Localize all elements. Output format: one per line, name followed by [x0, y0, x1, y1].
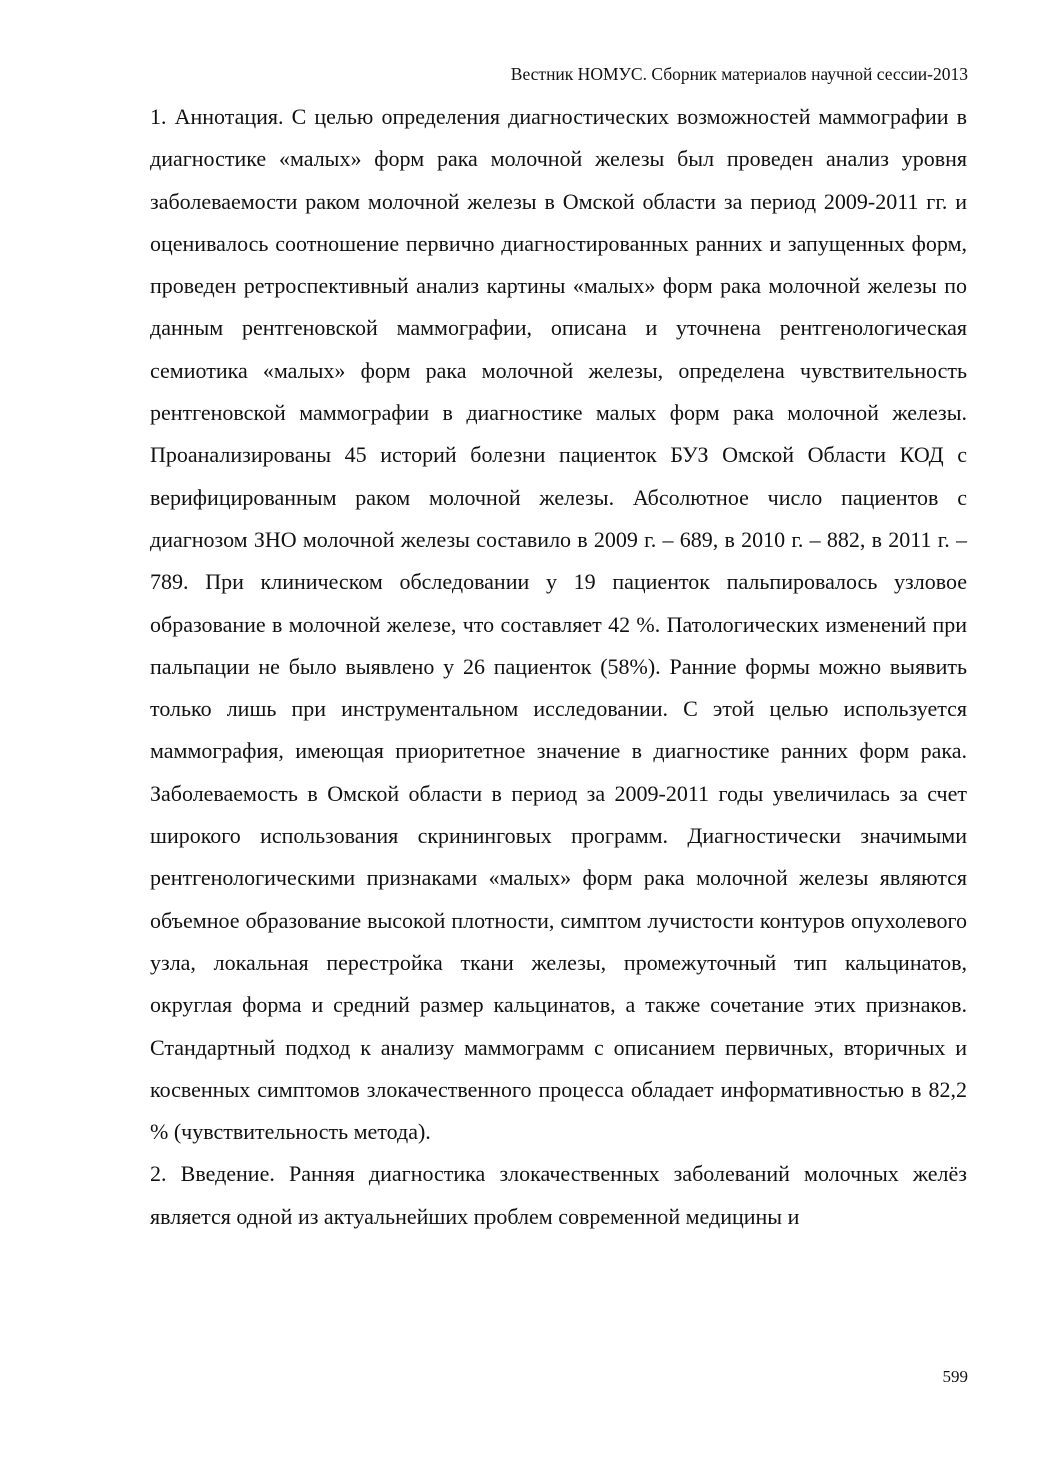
running-header: Вестник НОМУС. Сборник материалов научной сессии-2013: [510, 64, 968, 84]
paragraph-introduction: 2. Введение. Ранняя диагностика злокачественных заболеваний молочных желёз является одной из актуальнейших проблем современной медицины и: [150, 1161, 967, 1229]
paragraph-annotation: 1. Аннотация. С целью определения диагностических возможностей маммографии в диагностике «малых» форм рака молочной железы был проведен анализ уровня заболеваемости раком молочной железы в Омской области за период 2009-2011 гг. и оценивалось соотношение первично диагностированных ранних и запущенных форм, проведен ретроспективный анализ картины «малых» форм рака молочной железы по данным рентгеновской маммографии, описана и уточнена рентгенологическая семиотика «малых» форм рака молочной железы, определена чувствительность рентгеновской маммографии в диагностике малых форм рака молочной железы. Проанализированы 45 историй болезни пациенток БУЗ Омской Области КОД с верифицированным раком молочной железы. Абсолютное число пациентов с диагнозом ЗНО молочной железы составило в 2009 г. – 689, в 2010 г. – 882, в 2011 г. – 789. При клиническом обследовании у 19 пациенток пальпировалось узловое образование в молочной железе, что составляет 42 %. Патологических изменений при пальпации не было выявлено у 26 пациенток (58%). Ранние формы можно выявить только лишь при инструментальном исследовании. С этой целью используется маммография, имеющая приоритетное значение в диагностике ранних форм рака. Заболеваемость в Омской области в период за 2009-2011 годы увеличилась за счет широкого использования скрининговых программ. Диагностически значимыми рентгенологическими признаками «малых» форм рака молочной железы являются объемное образование высокой плотности, симптом лучистости контуров опухолевого узла, локальная перестройка ткани железы, промежуточный тип кальцинатов, округлая форма и средний размер кальцинатов, а также сочетание этих признаков. Стандартный подход к анализу маммограмм с описанием первичных, вторичных и косвенных симптомов злокачественного процесса обладает информативностью в 82,2 % (чувствительность метода).: [150, 104, 967, 1145]
article-body: [150, 96, 967, 1238]
page-number: 599: [942, 1367, 968, 1386]
